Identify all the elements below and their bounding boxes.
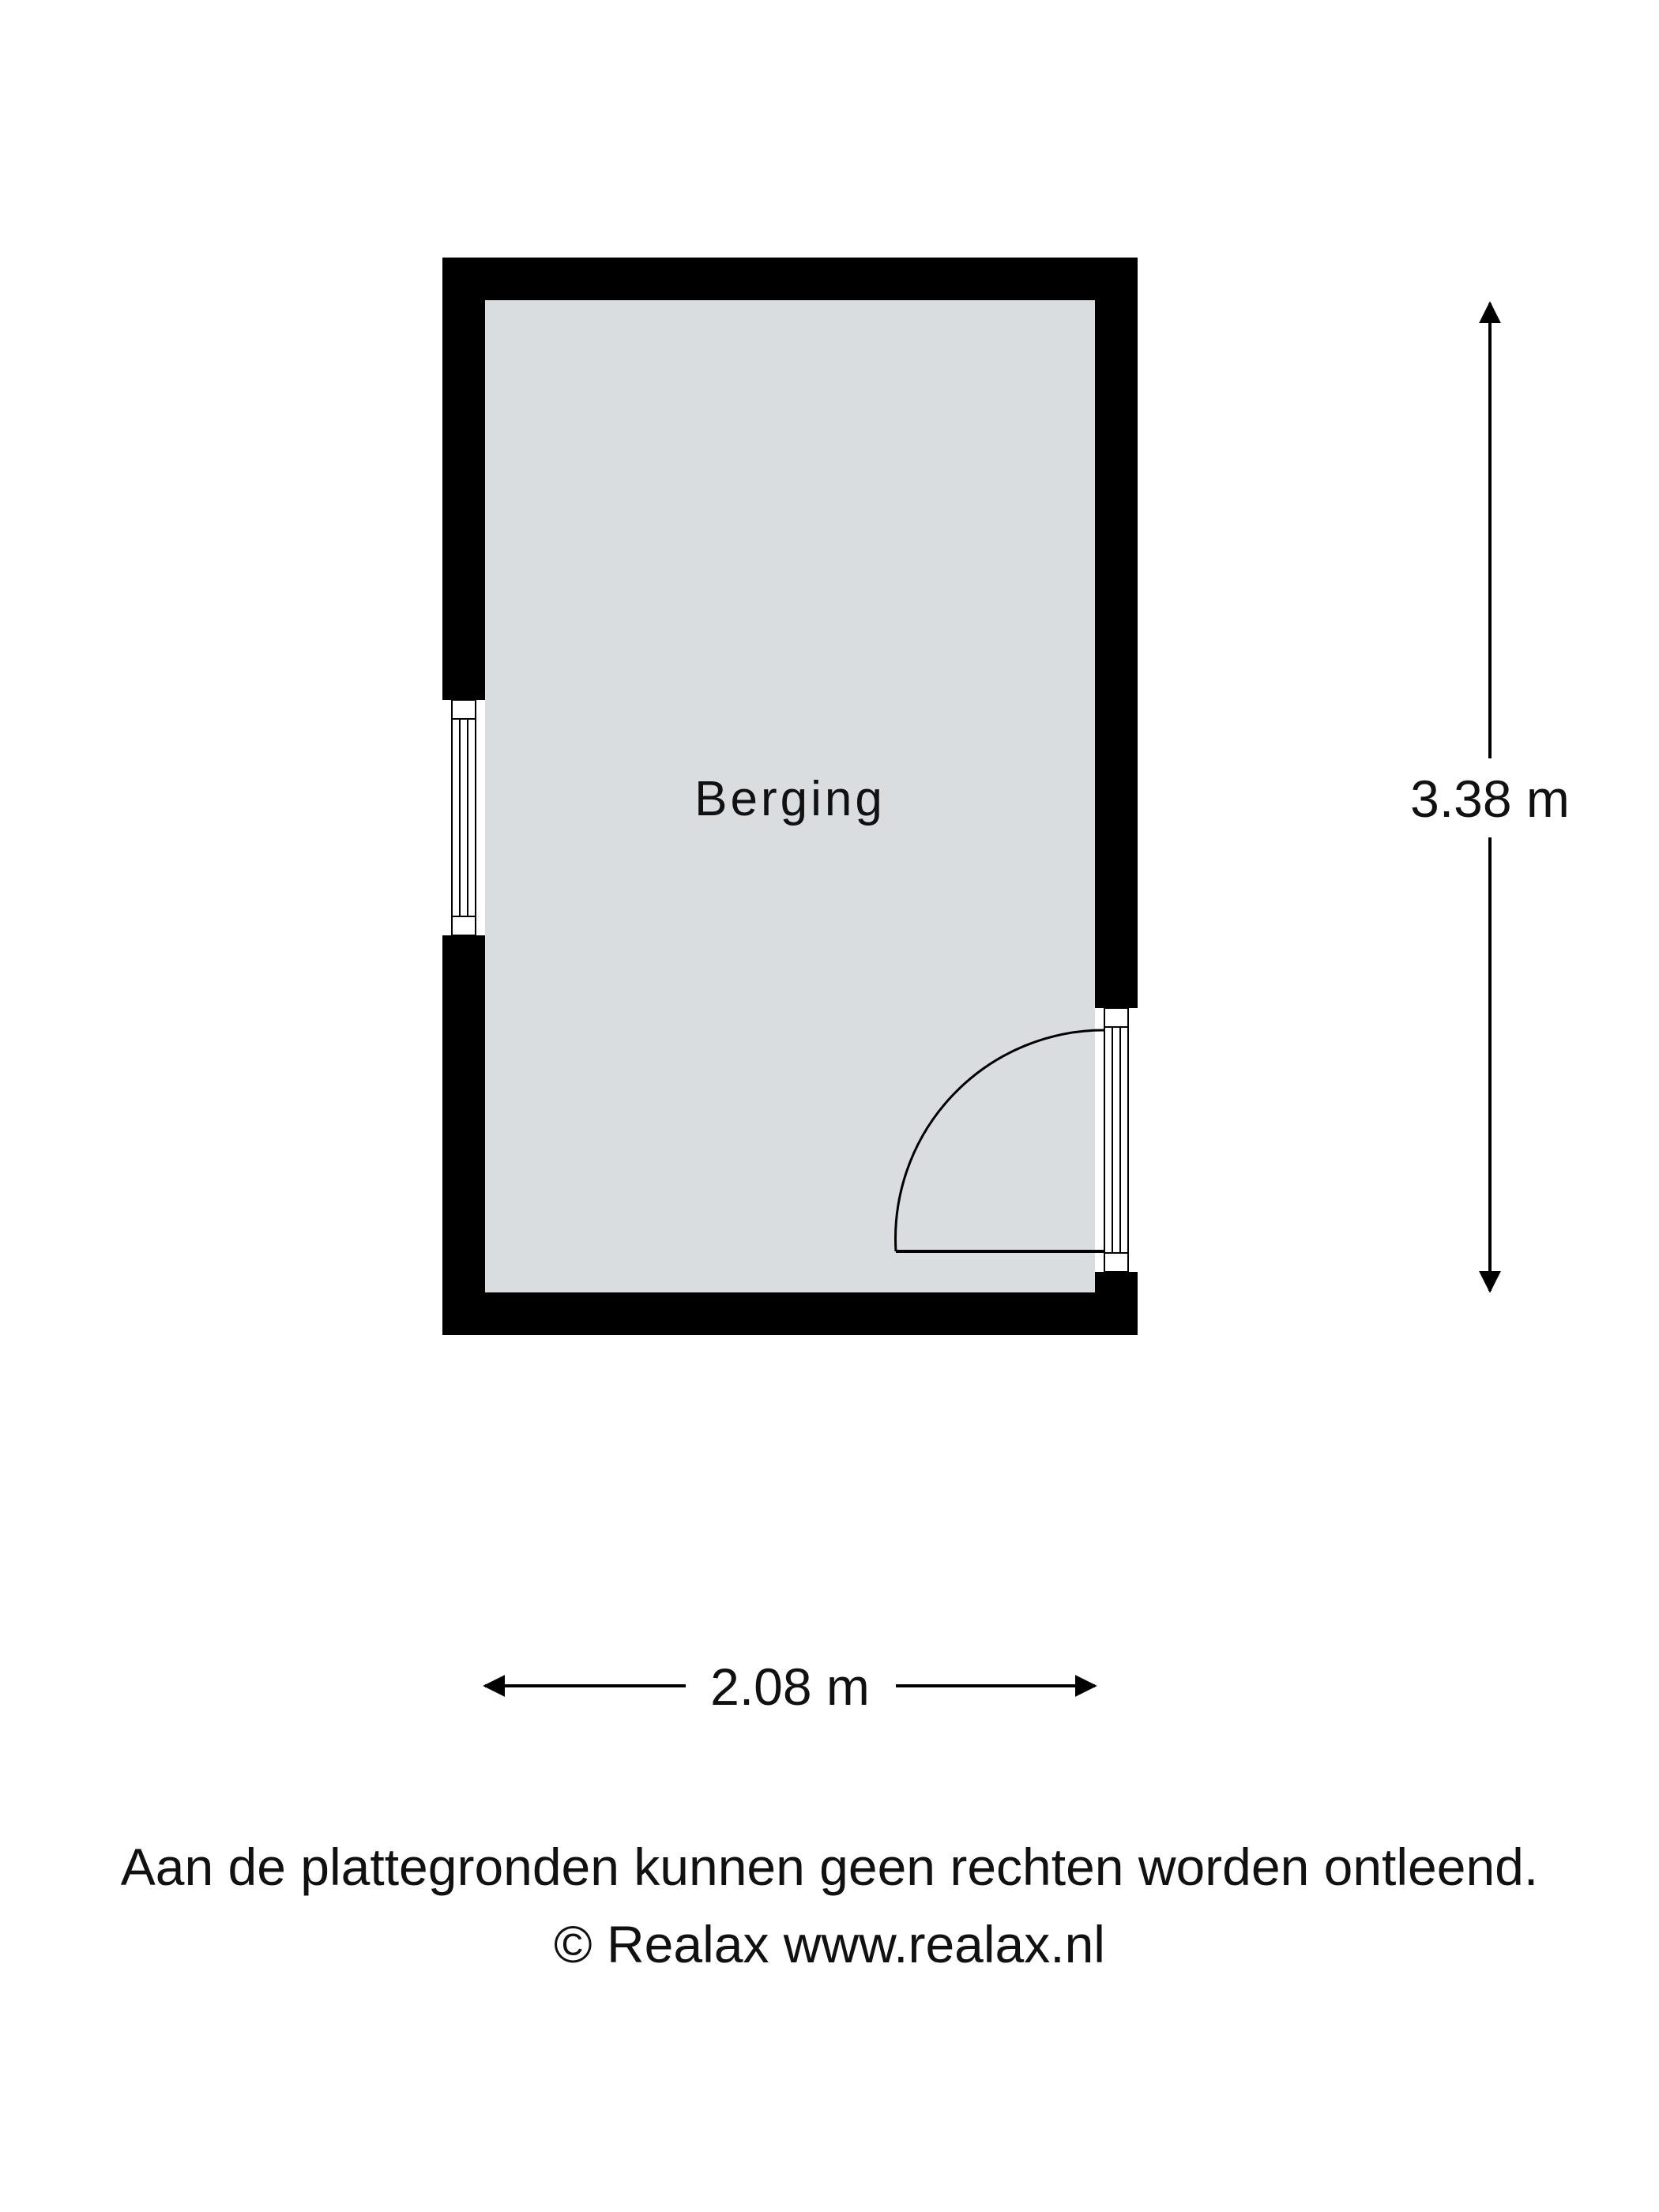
wall-top: [442, 258, 1138, 300]
door-frame-right: [1104, 1008, 1128, 1272]
height-dimension: [1410, 303, 1570, 1291]
wall-right-lower: [1095, 1272, 1138, 1335]
wall-left-lower: [442, 935, 485, 1335]
wall-bottom: [442, 1292, 1138, 1335]
room-label: Berging: [694, 772, 886, 826]
height-dimension-label: 3.38 m: [1410, 769, 1570, 828]
width-dimension-label: 2.08 m: [710, 1657, 870, 1716]
disclaimer-text: Aan de plattegronden kunnen geen rechten worden ontleend.: [120, 1838, 1539, 1896]
window-left: [452, 700, 476, 935]
copyright-text: © Realax www.realax.nl: [554, 1915, 1105, 1973]
width-dimension: [485, 1657, 1095, 1716]
wall-left-upper: [442, 258, 485, 700]
wall-right-upper: [1095, 258, 1138, 1008]
